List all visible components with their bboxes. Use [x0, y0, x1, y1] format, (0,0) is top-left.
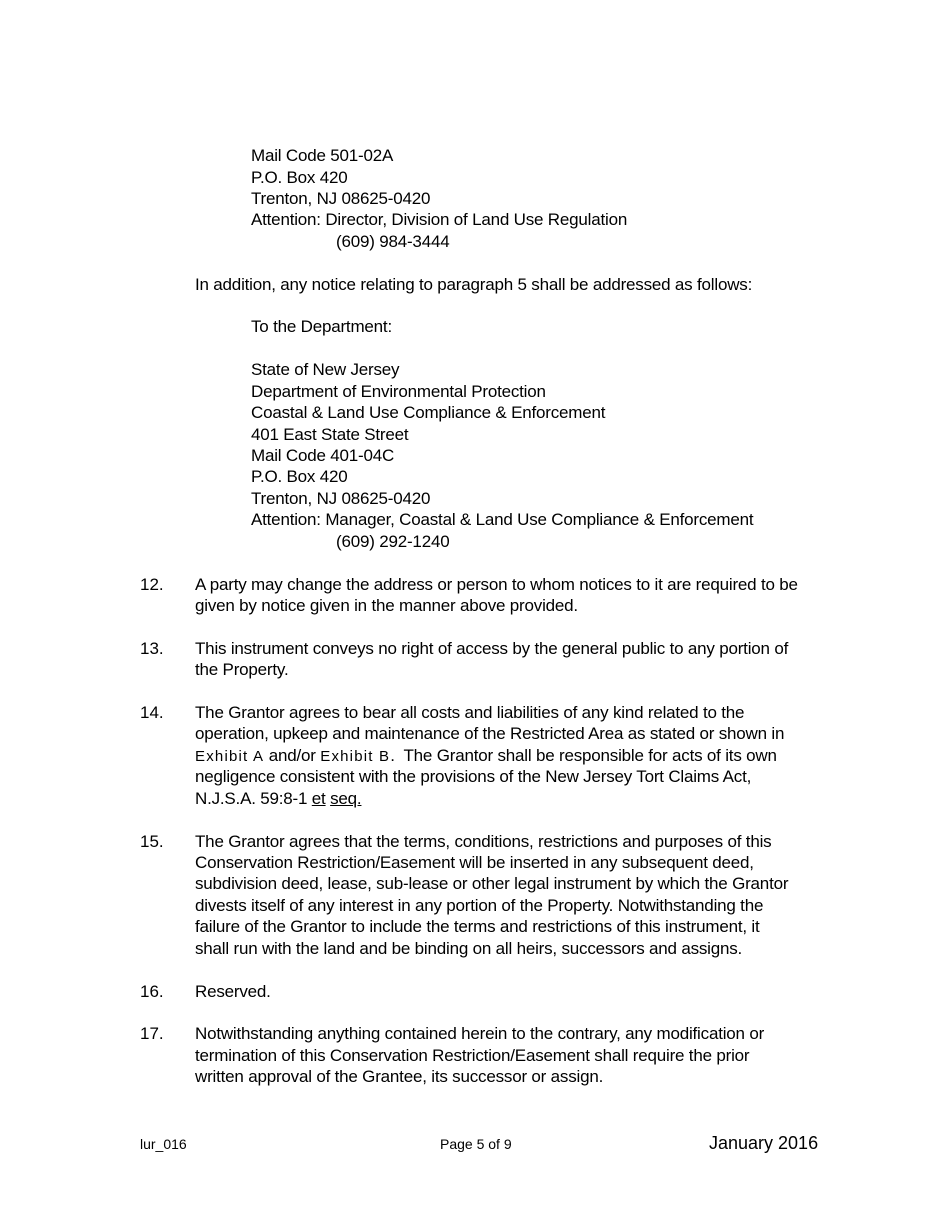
item-text-fragment: and/or — [264, 746, 321, 765]
item-text: A party may change the address or person to whom notices to it are required to be — [195, 575, 798, 594]
address-line: Mail Code 401-04C — [251, 446, 395, 465]
item-number: 14. — [140, 703, 164, 722]
footer-date: January 2016 — [709, 1133, 819, 1153]
item-text: The Grantor agrees that the terms, conditions, restrictions and purposes of this — [195, 832, 772, 851]
statute-citation: N.J.S.A. 59:8-1 — [195, 789, 312, 808]
item-text: failure of the Grantor to include the terms and restrictions of this instrument, it — [195, 917, 760, 936]
address-line: Attention: Director, Division of Land Use Regulation — [251, 210, 628, 229]
address-salutation: To the Department: — [251, 317, 392, 336]
address-line: 401 East State Street — [251, 425, 409, 444]
item-number: 12. — [140, 575, 164, 594]
exhibit-a-ref: Exhibit A — [195, 748, 265, 765]
item-text: shall run with the land and be binding on all heirs, successors and assigns. — [195, 939, 743, 958]
address-phone: (609) 984-3444 — [336, 232, 450, 251]
item-text: Reserved. — [195, 982, 271, 1001]
et-underlined: et — [311, 789, 326, 808]
address-line: P.O. Box 420 — [251, 168, 348, 187]
item-text: the Property. — [195, 660, 289, 679]
item-text-fragment: . The Grantor shall be responsible for acts of its own — [390, 746, 777, 765]
address-line: Trenton, NJ 08625-0420 — [251, 189, 431, 208]
exhibit-b-ref: Exhibit B — [320, 748, 391, 765]
item-text — [195, 745, 777, 768]
item-text: The Grantor agrees to bear all costs and liabilities of any kind related to the — [195, 703, 745, 722]
address-line: Attention: Manager, Coastal & Land Use Compliance & Enforcement — [251, 510, 754, 529]
item-number: 15. — [140, 832, 164, 851]
address-line: Department of Environmental Protection — [251, 382, 546, 401]
item-text: subdivision deed, lease, sub-lease or other legal instrument by which the Grantor — [195, 874, 789, 893]
footer-doc-id: lur_016 — [140, 1136, 187, 1152]
item-number: 13. — [140, 639, 164, 658]
seq-underlined: seq. — [330, 789, 362, 808]
item-text: operation, upkeep and maintenance of the Restricted Area as stated or shown in — [195, 724, 785, 743]
address-phone: (609) 292-1240 — [336, 532, 450, 551]
item-text: given by notice given in the manner above provided. — [195, 596, 578, 615]
item-text: Notwithstanding anything contained herein to the contrary, any modification or — [195, 1024, 765, 1043]
item-text: negligence consistent with the provisions of the New Jersey Tort Claims Act, — [195, 767, 752, 786]
footer-page-number: Page 5 of 9 — [440, 1136, 512, 1152]
item-text: This instrument conveys no right of access by the general public to any portion of — [195, 639, 789, 658]
address-line: Mail Code 501-02A — [251, 146, 394, 165]
address-line: Coastal & Land Use Compliance & Enforcement — [251, 403, 606, 422]
notice-intro: In addition, any notice relating to paragraph 5 shall be addressed as follows: — [195, 275, 753, 294]
item-number: 16. — [140, 982, 164, 1001]
item-text: termination of this Conservation Restriction/Easement shall require the prior — [195, 1046, 750, 1065]
address-line: P.O. Box 420 — [251, 467, 348, 486]
item-text: divests itself of any interest in any portion of the Property. Notwithstanding the — [195, 896, 764, 915]
item-text — [195, 788, 361, 810]
address-line: State of New Jersey — [251, 360, 400, 379]
address-line: Trenton, NJ 08625-0420 — [251, 489, 431, 508]
item-text: Conservation Restriction/Easement will be inserted in any subsequent deed, — [195, 853, 754, 872]
item-text: written approval of the Grantee, its successor or assign. — [195, 1067, 604, 1086]
item-number: 17. — [140, 1024, 164, 1043]
